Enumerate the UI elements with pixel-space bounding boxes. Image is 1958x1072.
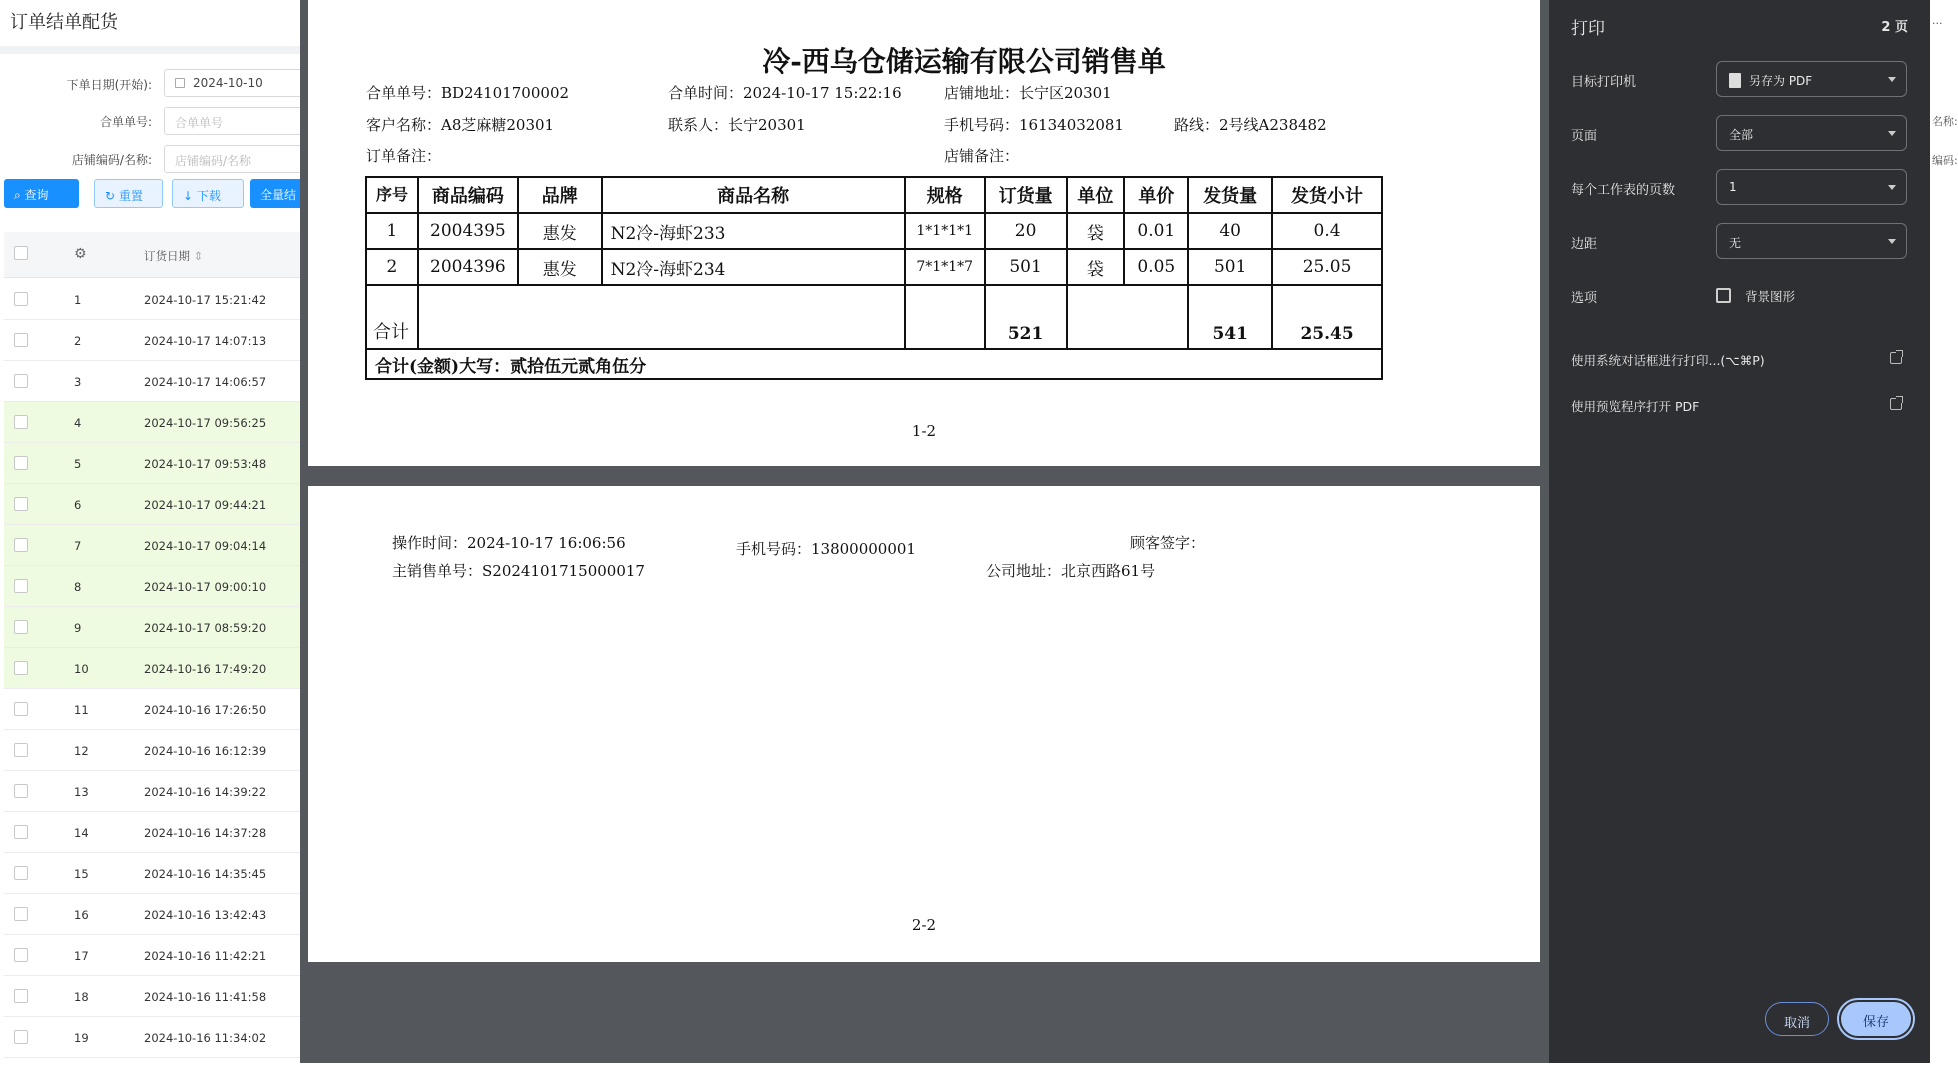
- table-row[interactable]: [4, 607, 300, 648]
- table-row[interactable]: [4, 976, 300, 1017]
- order-date: 2024-10-16 14:39:22: [144, 785, 267, 799]
- row-checkbox[interactable]: [14, 579, 28, 593]
- order-date: 2024-10-16 11:34:02: [144, 1031, 267, 1045]
- company-address: 公司地址：北京西路61号: [986, 562, 1156, 580]
- table-row[interactable]: [4, 894, 300, 935]
- printer-label: 目标打印机: [1571, 75, 1637, 90]
- cell-order-qty: 20: [985, 213, 1067, 249]
- store-note: 店铺备注：: [944, 147, 1020, 165]
- route: 路线：2号线A238482: [1174, 116, 1327, 134]
- table-row[interactable]: [4, 1017, 300, 1058]
- row-number: 6: [74, 498, 82, 512]
- cell-product-code: 2004396: [418, 249, 518, 285]
- total-empty: [418, 285, 905, 349]
- row-number: 5: [74, 457, 82, 471]
- table-row[interactable]: [4, 566, 300, 607]
- header-product-code: 商品编码: [418, 177, 518, 213]
- print-title: 打印: [1571, 19, 1605, 39]
- total-row: [366, 285, 1382, 349]
- amount-in-words: 合计(金额)大写：贰拾伍元贰角伍分: [366, 349, 1382, 379]
- header-unit: 单位: [1067, 177, 1125, 213]
- page-count: 2 页: [1881, 20, 1908, 35]
- divider: [0, 46, 300, 54]
- page-number: 1-2: [911, 422, 937, 440]
- external-link-icon[interactable]: [1890, 352, 1902, 364]
- cell-product-name: N2冷-海虾233: [602, 213, 905, 249]
- operation-time: 操作时间：2024-10-17 16:06:56: [392, 534, 626, 552]
- column-order-date[interactable]: 订货日期 ⇕: [144, 249, 204, 263]
- cell-brand: 惠发: [518, 249, 602, 285]
- cell-unit: 袋: [1067, 213, 1125, 249]
- chevron-down-icon: [1888, 185, 1896, 190]
- row-number: 15: [74, 867, 89, 881]
- margin-label: 边距: [1571, 237, 1598, 252]
- preview-page-1: [308, 0, 1540, 466]
- cell-ship-subtotal: 0.4: [1272, 213, 1382, 249]
- reset-button[interactable]: ↻ 重置: [94, 179, 163, 208]
- cell-unit-price: 0.05: [1124, 249, 1188, 285]
- page-number: 2-2: [911, 916, 937, 934]
- order-date: 2024-10-16 17:26:50: [144, 703, 267, 717]
- row-checkbox[interactable]: [14, 333, 28, 347]
- table-row[interactable]: [4, 812, 300, 853]
- row-checkbox[interactable]: [14, 661, 28, 675]
- row-checkbox[interactable]: [14, 702, 28, 716]
- cell-order-qty: 501: [985, 249, 1067, 285]
- total-ship-qty: 541: [1188, 285, 1272, 349]
- table-row[interactable]: [4, 320, 300, 361]
- total-unit-empty: [1067, 285, 1189, 349]
- cell-unit-price: 0.01: [1124, 213, 1188, 249]
- filter-label-start-date: 下单日期(开始):: [66, 78, 152, 92]
- margin-select[interactable]: 无: [1716, 223, 1907, 259]
- header-seq: 序号: [366, 177, 418, 213]
- row-number: 10: [74, 662, 89, 676]
- header-order-qty: 订货量: [985, 177, 1067, 213]
- items-table: [365, 176, 1383, 380]
- full-settle-button[interactable]: 全量结: [250, 179, 310, 208]
- order-date: 2024-10-16 11:42:21: [144, 949, 267, 963]
- table-row[interactable]: [4, 279, 300, 320]
- header-ship-subtotal: 发货小计: [1272, 177, 1382, 213]
- pages-select[interactable]: 全部: [1716, 115, 1907, 151]
- main-sale-order-no: 主销售单号：S2024101715000017: [392, 562, 645, 580]
- row-number: 11: [74, 703, 89, 717]
- truncated-label-name: 名称:: [1932, 115, 1958, 128]
- truncated-label-code: 编码:: [1932, 154, 1958, 167]
- truncated-text: ...: [1932, 14, 1943, 27]
- row-checkbox[interactable]: [14, 784, 28, 798]
- order-date: 2024-10-16 11:41:58: [144, 990, 267, 1004]
- cell-ship-qty: 40: [1188, 213, 1272, 249]
- total-spec-empty: [905, 285, 985, 349]
- merge-order-no: 合单单号：BD24101700002: [366, 84, 570, 102]
- header-product-name: 商品名称: [602, 177, 905, 213]
- store-input[interactable]: 店铺编码/名称: [164, 145, 304, 173]
- order-date: 2024-10-17 08:59:20: [144, 621, 267, 635]
- merge-time: 合单时间：2024-10-17 15:22:16: [668, 84, 902, 102]
- cell-seq: 1: [366, 213, 418, 249]
- calendar-icon: [175, 78, 185, 88]
- chevron-down-icon: [1888, 239, 1896, 244]
- row-checkbox[interactable]: [14, 497, 28, 511]
- order-date: 2024-10-16 14:35:45: [144, 867, 267, 881]
- row-checkbox[interactable]: [14, 907, 28, 921]
- external-link-icon[interactable]: [1890, 398, 1902, 410]
- amount-in-words-row: [366, 349, 1382, 379]
- page-title: 订单结单配货: [10, 12, 118, 33]
- row-number: 8: [74, 580, 82, 594]
- table-header: [4, 232, 300, 278]
- total-label: 合计: [366, 285, 418, 349]
- order-date: 2024-10-17 14:06:57: [144, 375, 267, 389]
- open-pdf-preview-link[interactable]: 使用预览程序打开 PDF: [1571, 399, 1700, 414]
- customer-signature: 顾客签字：: [1130, 534, 1206, 552]
- row-checkbox[interactable]: [14, 825, 28, 839]
- row-checkbox[interactable]: [14, 1030, 28, 1044]
- background-graphics-checkbox[interactable]: [1716, 288, 1731, 303]
- sort-icon[interactable]: ⇕: [193, 249, 204, 263]
- row-number: 14: [74, 826, 89, 840]
- start-date-input[interactable]: 2024-10-10: [164, 69, 304, 97]
- chevron-down-icon: [1888, 77, 1896, 82]
- order-date: 2024-10-17 09:56:25: [144, 416, 267, 430]
- row-checkbox[interactable]: [14, 866, 28, 880]
- settings-icon[interactable]: ⚙: [74, 246, 87, 262]
- row-checkbox[interactable]: [14, 743, 28, 757]
- row-number: 18: [74, 990, 89, 1004]
- table-row[interactable]: [4, 443, 300, 484]
- phone-number: 手机号码：16134032081: [944, 116, 1124, 134]
- order-date: 2024-10-17 14:07:13: [144, 334, 267, 348]
- query-button[interactable]: ⌕ 查询: [4, 179, 79, 208]
- table-row[interactable]: [4, 525, 300, 566]
- filter-label-merge-no: 合单单号:: [99, 115, 152, 129]
- row-checkbox[interactable]: [14, 456, 28, 470]
- cell-brand: 惠发: [518, 213, 602, 249]
- order-date: 2024-10-16 16:12:39: [144, 744, 267, 758]
- print-settings-panel: [1549, 0, 1930, 1063]
- table-row[interactable]: [4, 648, 300, 689]
- header-spec: 规格: [905, 177, 985, 213]
- row-number: 17: [74, 949, 89, 963]
- order-date: 2024-10-16 13:42:43: [144, 908, 267, 922]
- row-number: 16: [74, 908, 89, 922]
- total-order-qty: 521: [985, 285, 1067, 349]
- row-number: 2: [74, 334, 82, 348]
- cell-product-code: 2004395: [418, 213, 518, 249]
- page2-phone: 手机号码：13800000001: [736, 540, 916, 558]
- table-row[interactable]: [4, 935, 300, 976]
- row-number: 7: [74, 539, 82, 553]
- order-date: 2024-10-17 09:53:48: [144, 457, 267, 471]
- order-date: 2024-10-16 17:49:20: [144, 662, 267, 676]
- table-row[interactable]: [4, 484, 300, 525]
- document-title: 冷-西乌仓储运输有限公司销售单: [762, 45, 1166, 78]
- filter-label-store: 店铺编码/名称:: [71, 153, 152, 167]
- cell-product-name: N2冷-海虾234: [602, 249, 905, 285]
- download-button[interactable]: ↓ 下载: [172, 179, 244, 208]
- header-brand: 品牌: [518, 177, 602, 213]
- merge-no-input[interactable]: 合单单号: [164, 107, 304, 135]
- table-row[interactable]: [4, 361, 300, 402]
- cell-ship-qty: 501: [1188, 249, 1272, 285]
- row-number: 12: [74, 744, 89, 758]
- table-row[interactable]: [4, 402, 300, 443]
- chevron-down-icon: [1888, 131, 1896, 136]
- row-number: 3: [74, 375, 82, 389]
- order-note: 订单备注：: [366, 147, 442, 165]
- row-checkbox[interactable]: [14, 948, 28, 962]
- order-date: 2024-10-16 14:37:28: [144, 826, 267, 840]
- contact-person: 联系人：长宁20301: [668, 116, 806, 134]
- order-date: 2024-10-17 15:21:42: [144, 293, 267, 307]
- row-checkbox[interactable]: [14, 292, 28, 306]
- document-icon: [1729, 73, 1741, 88]
- order-date: 2024-10-17 09:00:10: [144, 580, 267, 594]
- total-amount: 25.45: [1272, 285, 1382, 349]
- options-label: 选项: [1571, 291, 1598, 306]
- table-row[interactable]: [4, 771, 300, 812]
- header-ship-qty: 发货量: [1188, 177, 1272, 213]
- pages-per-sheet-select[interactable]: 1: [1716, 169, 1907, 205]
- header-unit-price: 单价: [1124, 177, 1188, 213]
- row-number: 1: [74, 293, 82, 307]
- table-row: [366, 249, 1382, 285]
- save-button[interactable]: 保存: [1841, 1002, 1911, 1036]
- system-dialog-link[interactable]: 使用系统对话框进行打印...(⌥⌘P): [1571, 353, 1765, 368]
- row-checkbox[interactable]: [14, 374, 28, 388]
- cancel-button[interactable]: 取消: [1765, 1002, 1829, 1036]
- table-row[interactable]: [4, 853, 300, 894]
- cell-seq: 2: [366, 249, 418, 285]
- row-number: 13: [74, 785, 89, 799]
- table-row[interactable]: [4, 689, 300, 730]
- order-date: 2024-10-17 09:04:14: [144, 539, 267, 553]
- store-address: 店铺地址：长宁区20301: [944, 84, 1112, 102]
- order-date: 2024-10-17 09:44:21: [144, 498, 267, 512]
- pages-per-sheet-label: 每个工作表的页数: [1571, 183, 1676, 198]
- cell-ship-subtotal: 25.05: [1272, 249, 1382, 285]
- cell-spec: 7*1*1*7: [905, 249, 985, 285]
- table-row: [366, 213, 1382, 249]
- row-number: 4: [74, 416, 82, 430]
- row-number: 9: [74, 621, 82, 635]
- printer-select[interactable]: 另存为 PDF: [1716, 61, 1907, 97]
- row-checkbox[interactable]: [14, 989, 28, 1003]
- row-checkbox[interactable]: [14, 620, 28, 634]
- row-checkbox[interactable]: [14, 538, 28, 552]
- pages-label: 页面: [1571, 129, 1598, 144]
- row-checkbox[interactable]: [14, 415, 28, 429]
- cell-spec: 1*1*1*1: [905, 213, 985, 249]
- customer-name: 客户名称：A8芝麻糖20301: [366, 116, 555, 134]
- background-graphics-label: 背景图形: [1745, 289, 1796, 304]
- table-row[interactable]: [4, 730, 300, 771]
- row-number: 19: [74, 1031, 89, 1045]
- cell-unit: 袋: [1067, 249, 1125, 285]
- select-all-checkbox[interactable]: [14, 246, 28, 260]
- preview-page-2: [308, 486, 1540, 962]
